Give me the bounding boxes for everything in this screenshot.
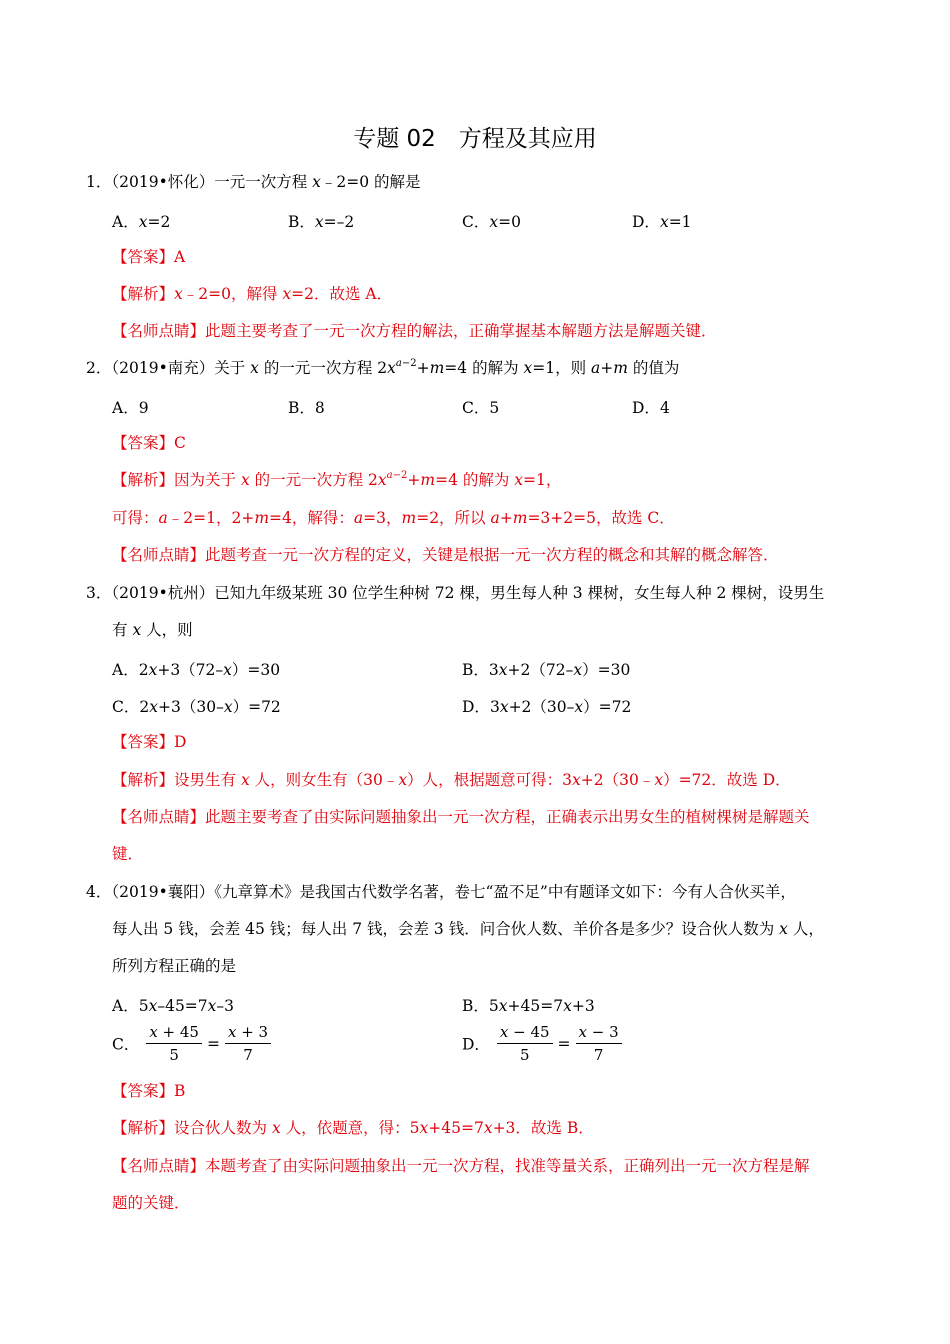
q4-option-b: B．5x+45=7x+3 bbox=[462, 997, 595, 1015]
q2-option-a: A．9 bbox=[112, 399, 149, 417]
q4-tip-line-2: 题的关键． bbox=[112, 1194, 190, 1212]
q1-analysis: 【解析】x﹣2=0，解得 x=2．故选 A． bbox=[112, 285, 393, 303]
question-4-stem-line-2: 每人出 5 钱，会差 45 钱；每人出 7 钱，会差 3 钱．问合伙人数、羊价各是多少？设合伙人数为 x 人， bbox=[112, 920, 824, 938]
q2-answer: 【答案】C bbox=[112, 434, 186, 452]
q1-option-c: C．x=0 bbox=[462, 213, 521, 231]
question-3-stem-line-1: 3．（2019•杭州）已知九年级某班 30 位学生种树 72 棵，男生每人种 3 棵树，女生每人种 2 棵树，设男生 bbox=[86, 584, 825, 602]
q2-tip: 【名师点睛】此题考查一元一次方程的定义，关键是根据一元一次方程的概念和其解的概念解答． bbox=[112, 546, 779, 564]
q3-option-c: C．2x+3（30–x）=72 bbox=[112, 698, 281, 716]
q3-analysis: 【解析】设男生有 x 人，则女生有（30﹣x）人，根据题意可得：3x+2（30﹣x）=72．故选 D． bbox=[112, 771, 791, 789]
q3-tip-line-2: 键． bbox=[112, 845, 144, 863]
q4-tip-line-1: 【名师点睛】本题考查了由实际问题抽象出一元一次方程，找准等量关系，正确列出一元一次方程是解 bbox=[112, 1157, 810, 1175]
q3-answer: 【答案】D bbox=[112, 733, 187, 751]
q4-option-a: A．5x–45=7x–3 bbox=[112, 997, 235, 1015]
q2-analysis-line-2: 可得：a﹣2=1，2+m=4，解得：a=3，m=2，所以 a+m=3+2=5，故选 C． bbox=[112, 509, 675, 527]
question-4-stem-line-1: 4．（2019•襄阳）《九章算术》是我国古代数学名著，卷七“盈不足”中有题译文如下：今有人合伙买羊， bbox=[86, 883, 796, 901]
q3-tip-line-1: 【名师点睛】此题主要考查了由实际问题抽象出一元一次方程，正确表示出男女生的植树棵树是解题关 bbox=[112, 808, 810, 826]
q2-option-c: C．5 bbox=[462, 399, 500, 417]
q1-option-d: D．x=1 bbox=[632, 213, 692, 231]
q1-option-b: B．x=–2 bbox=[288, 213, 355, 231]
question-3-stem-line-2: 有 x 人，则 bbox=[112, 621, 193, 639]
q2-option-b: B．8 bbox=[288, 399, 325, 417]
question-2-stem: 2．（2019•南充）关于 x 的一元一次方程 $2x^{a-2}+m=4$ 的解为 x=1，则 a+m 的值为 bbox=[86, 358, 680, 377]
question-4-stem-line-3: 所列方程正确的是 bbox=[112, 957, 237, 975]
q3-option-d: D．3x+2（30–x）=72 bbox=[462, 698, 632, 716]
page-title: 专题 02 方程及其应用 bbox=[353, 126, 597, 152]
fraction: $\frac{x + 3}{7}$ bbox=[225, 1022, 271, 1065]
q4-analysis: 【解析】设合伙人数为 x 人，依题意，得：5x+45=7x+3．故选 B． bbox=[112, 1119, 594, 1137]
fraction: $\frac{x + 45}{5}$ bbox=[146, 1022, 202, 1065]
q1-option-a: A．x=2 bbox=[112, 213, 171, 231]
q2-analysis-line-1: 【解析】因为关于 x 的一元一次方程 $2x^{a-2}+m=4$ 的解为 x=1， bbox=[112, 470, 562, 489]
question-1-stem: 1．（2019•怀化）一元一次方程 x﹣2=0 的解是 bbox=[86, 173, 421, 191]
q3-option-a: A．2x+3（72–x）=30 bbox=[112, 661, 281, 679]
q3-option-b: B．3x+2（72–x）=30 bbox=[462, 661, 631, 679]
q4-option-d: D． $\frac{x - 45}{5}$ = $\frac{x - 3}{7}$ bbox=[462, 1022, 624, 1065]
q4-option-c: C． $\frac{x + 45}{5}$ = $\frac{x + 3}{7}$ bbox=[112, 1022, 273, 1065]
q4-answer: 【答案】B bbox=[112, 1082, 186, 1100]
fraction: $\frac{x - 45}{5}$ bbox=[497, 1022, 553, 1065]
fraction: $\frac{x - 3}{7}$ bbox=[576, 1022, 622, 1065]
q1-tip: 【名师点睛】此题主要考查了一元一次方程的解法，正确掌握基本解题方法是解题关键． bbox=[112, 322, 717, 340]
q2-option-d: D．4 bbox=[632, 399, 670, 417]
q1-answer: 【答案】A bbox=[112, 248, 186, 266]
